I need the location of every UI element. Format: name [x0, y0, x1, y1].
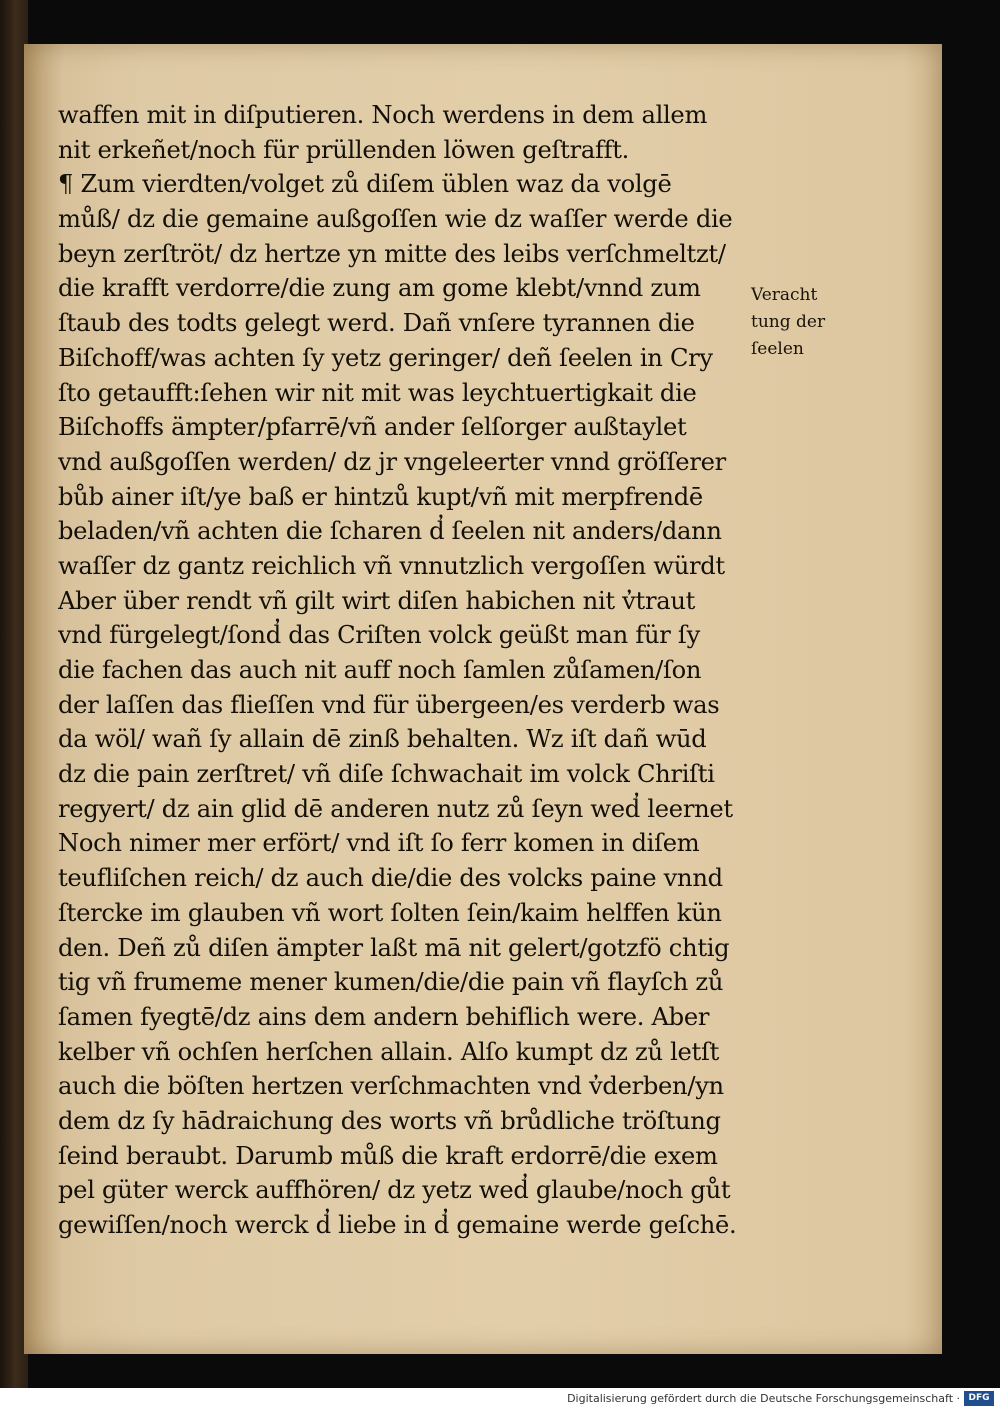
text-line: gewiſſen/noch werck d̓ liebe in d̓ gemaine werde geſchē. — [58, 1211, 737, 1239]
text-line: ſamen fyegtē/dz ains dem andern behiflich were. Aber — [58, 1002, 710, 1031]
marginal-note — [751, 282, 871, 363]
text-line: vnd außgoſſen werden/ dz jr vngeleerter vnnd gröſſerer — [58, 447, 726, 476]
main-text-block — [58, 98, 758, 1243]
text-line: dz die pain zerſtret/ vñ diſe ſchwachait im volck Chriſti — [58, 760, 715, 789]
text-line: waffen mit in diſputieren. Noch werdens in dem allem — [58, 101, 708, 129]
text-line: pel güter werck auffhören/ dz yetz wed̓ glaube/noch gůt — [58, 1176, 731, 1205]
text-line: ſeind beraubt. Darumb můß die kraft erdorrē/die exem — [58, 1141, 718, 1170]
text-line: auch die böſten hertzen verſchmachten vnd v̓derben/yn — [58, 1072, 724, 1101]
text-line: Noch nimer mer erfört/ vnd iſt ſo ferr komen in diſem — [58, 829, 700, 858]
text-line: da wöl/ wañ ſy allain dē zinß behalten. Wz iſt dañ wūd — [58, 725, 707, 754]
book-page — [24, 44, 942, 1354]
text-line: ¶ Zum vierdten/volget zů diſem üblen waz da volgē — [58, 170, 672, 199]
marginal-note-line: ſeelen — [751, 339, 804, 359]
text-line: kelber vñ ochſen herſchen allain. Alſo kumpt dz zů letſt — [58, 1037, 720, 1066]
text-line: tig vñ frumeme mener kumen/die/die pain vñ flayſch zů — [58, 968, 724, 997]
text-line: dem dz ſy hādraichung des worts vñ brůdliche tröſtung — [58, 1106, 721, 1135]
text-line: nit erkeñet/noch für prüllenden löwen geſtrafft. — [58, 135, 630, 164]
text-line: teufliſchen reich/ dz auch die/die des volcks paine vnnd — [58, 864, 723, 893]
marginal-note-line: Veracht — [751, 285, 818, 305]
text-line: bůb ainer iſt/ye baß er hintzů kupt/vñ mit merpfrendē — [58, 482, 703, 511]
text-line: Biſchoff/was achten ſy yetz geringer/ deñ ſeelen in Cry — [58, 343, 713, 372]
text-line: beladen/vñ achten die ſcharen d̓ ſeelen nit anders/dann — [58, 517, 722, 546]
text-line: die krafft verdorre/die zung am gome klebt/vnnd zum — [58, 274, 701, 303]
text-line: Aber über rendt vñ gilt wirt diſen habichen nit v̓traut — [58, 586, 696, 615]
text-line: die fachen das auch nit auff noch ſamlen zůſamen/ſon — [58, 656, 702, 684]
marginal-note-line: tung der — [751, 312, 826, 332]
text-line: der laſſen das flieſſen vnd für übergeen/es verderb was — [58, 690, 720, 719]
text-line: den. Deñ zů diſen ämpter laßt mā nit gelert/gotzfö chtig — [58, 933, 730, 962]
text-line: ſto getaufft:ſehen wir nit mit was leychtuertigkait die — [58, 378, 697, 407]
text-line: regyert/ dz ain glid dē anderen nutz zů ſeyn wed̓ leernet — [58, 794, 733, 823]
text-line: beyn zerſtröt/ dz hertze yn mitte des leibs verſchmeltzt/ — [58, 239, 726, 268]
text-line: Biſchoffs ämpter/pfarrē/vñ ander ſelſorger außtaylet — [58, 413, 687, 442]
text-line: ſtercke im glauben vñ wort ſolten ſein/kaim helffen kün — [58, 898, 722, 927]
text-line: waſſer dz gantz reichlich vñ vnnutzlich vergoſſen würdt — [58, 551, 725, 580]
text-line: můß/ dz die gemaine außgoſſen wie dz waſſer werde die — [58, 205, 733, 234]
text-line: ſtaub des todts gelegt werd. Dañ vnſere tyrannen die — [58, 309, 695, 338]
footer-bar — [0, 1388, 1000, 1410]
text-line: vnd fürgelegt/ſond̓ das Criſten volck geüßt man für ſy — [58, 621, 700, 650]
dfg-logo: DFG — [964, 1391, 994, 1406]
funding-credit: Digitalisierung gefördert durch die Deutsche Forschungsgemeinschaft · — [567, 1392, 960, 1405]
